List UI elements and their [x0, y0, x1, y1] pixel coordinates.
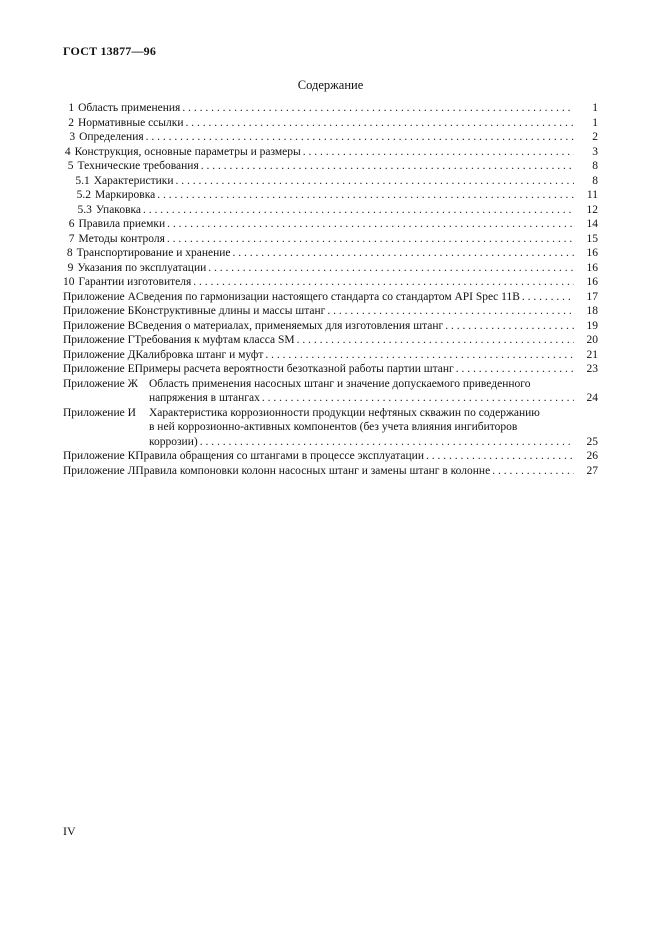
appendix-title: Правила обращения со штангами в процессе эксплуатации: [135, 450, 424, 462]
toc-entry[interactable]: [63, 145, 598, 160]
toc-entry-title: Гарантии изготовителя: [78, 276, 192, 288]
toc-entry-title: Правила приемки: [78, 218, 166, 230]
dot-leader: [297, 333, 574, 348]
toc-entry-title: Методы контроля: [78, 232, 165, 245]
toc-entry-page: 8: [592, 160, 598, 172]
toc-entry-number: 6: [68, 218, 75, 230]
appendix-page: 25: [586, 435, 598, 448]
dot-leader: [445, 319, 574, 334]
toc-entry-title: Упаковка: [95, 203, 142, 216]
appendix-page: 20: [586, 334, 598, 346]
toc-entry-page: 1: [592, 116, 598, 129]
appendix-label: Приложение В: [63, 319, 136, 332]
appendix-label: Приложение Л: [63, 464, 136, 477]
dot-leader: [157, 188, 574, 203]
appendix-title-line: коррозии): [149, 435, 198, 448]
appendix-label: Приложение Г: [63, 334, 135, 346]
toc-appendix-v[interactable]: [63, 319, 598, 334]
dot-leader: [167, 232, 574, 247]
appendix-title-line: Характеристика коррозионности продукции нефтяных скважин по содержанию: [149, 406, 540, 419]
toc-entry-title: Технические требования: [77, 160, 199, 172]
appendix-page: 18: [586, 305, 598, 317]
toc-entry[interactable]: [63, 275, 598, 290]
dot-leader: [186, 116, 575, 131]
appendix-page: 27: [586, 464, 598, 477]
appendix-label: Приложение Е: [63, 363, 135, 375]
toc-entry-number: 5: [67, 160, 74, 172]
toc-entry-title: Транспортирование и хранение: [76, 247, 231, 259]
appendix-title: Конструктивные длины и массы штанг: [134, 305, 326, 317]
appendix-label: Приложение И: [63, 406, 136, 419]
appendix-label: Приложение К: [63, 450, 136, 462]
dot-leader: [426, 449, 574, 464]
toc-entry-title: Конструкция, основные параметры и размеры: [74, 145, 301, 158]
appendix-page: 19: [586, 319, 598, 332]
dot-leader: [176, 174, 575, 189]
toc-entry[interactable]: [63, 246, 598, 261]
toc-entry-title: Нормативные ссылки: [77, 116, 184, 129]
toc-entry-page: 11: [586, 189, 598, 201]
appendix-title: Калибровка штанг и муфт: [135, 348, 264, 361]
toc-entry-page: 12: [586, 203, 598, 216]
appendix-title-line: в ней коррозионно-активных компонентов (без учета влияния ингибиторов: [149, 421, 518, 433]
toc-entry[interactable]: [63, 232, 598, 247]
dot-leader: [201, 159, 574, 174]
toc-appendix-i-continued[interactable]: [63, 435, 598, 450]
appendix-title: Требования к муфтам класса SM: [134, 334, 295, 346]
toc-appendix-k[interactable]: [63, 449, 598, 464]
toc-appendix-l[interactable]: [63, 464, 598, 479]
toc-entry-number: 5.2: [76, 189, 91, 201]
appendix-title: Правила компоновки колонн насосных штанг и замены штанг в колонне: [135, 464, 491, 477]
toc-entry-number: 9: [67, 261, 74, 274]
dot-leader: [492, 464, 574, 479]
dot-leader: [303, 145, 574, 160]
toc-entry-page: 3: [592, 145, 598, 158]
appendix-page: 26: [586, 450, 598, 462]
document-code: ГОСТ 13877—96: [63, 44, 157, 58]
appendix-page: 23: [586, 363, 598, 375]
dot-leader: [522, 290, 574, 305]
dot-leader: [265, 348, 574, 363]
toc-appendix-i[interactable]: [63, 406, 598, 421]
toc-entry-title: Характеристики: [93, 174, 174, 187]
dot-leader: [143, 203, 574, 218]
toc-appendix-e[interactable]: [63, 362, 598, 377]
toc-entry-page: 15: [586, 232, 598, 245]
dot-leader: [327, 304, 574, 319]
toc-entry-page: 8: [592, 174, 598, 187]
toc-appendix-d[interactable]: [63, 348, 598, 363]
toc-appendix-zh-continued[interactable]: [63, 391, 598, 406]
appendix-title-line: напряжения в штангах: [149, 392, 260, 404]
dot-leader: [146, 130, 574, 145]
toc-entry-number: 3: [69, 131, 76, 143]
toc-entry-page: 16: [586, 247, 598, 259]
page-number: IV: [63, 824, 76, 838]
appendix-title: Сведения по гармонизации настоящего стандарта со стандартом API Spec 11B: [135, 290, 520, 303]
appendix-label: Приложение А: [63, 290, 136, 303]
toc-entry[interactable]: [63, 130, 598, 145]
toc-entry[interactable]: [63, 101, 598, 116]
toc-entry[interactable]: [63, 159, 598, 174]
toc-entry-page: 1: [592, 102, 598, 114]
dot-leader: [167, 217, 574, 232]
toc-title: Содержание: [297, 78, 364, 92]
appendix-label: Приложение Д: [63, 348, 136, 361]
toc-subentry[interactable]: [63, 203, 598, 218]
toc-entry[interactable]: [63, 116, 598, 131]
toc-subentry[interactable]: [63, 174, 598, 189]
toc-entry-title: Определения: [79, 131, 144, 143]
toc-entry-number: 4: [64, 145, 71, 158]
dot-leader: [456, 362, 574, 377]
appendix-page: 17: [586, 290, 598, 303]
dot-leader: [233, 246, 575, 261]
toc-entry-number: 8: [66, 247, 73, 259]
toc-entry-number: 5.1: [75, 174, 90, 187]
toc-entry-number: 7: [68, 232, 75, 245]
toc-entry[interactable]: [63, 261, 598, 276]
toc-entry-number: 10: [63, 276, 75, 288]
toc-entry-number: 1: [68, 102, 75, 114]
toc-entry-number: 2: [68, 116, 74, 129]
toc-appendix-i-continued[interactable]: [63, 420, 598, 435]
toc-entry-title: Маркировка: [94, 189, 156, 201]
dot-leader: [208, 261, 574, 276]
toc-entry-title: Область применения: [78, 102, 181, 114]
dot-leader: [182, 101, 574, 116]
appendix-page: 21: [586, 348, 598, 361]
toc-entry-title: Указания по эксплуатации: [77, 261, 207, 274]
table-of-contents: [63, 101, 598, 478]
toc-entry[interactable]: [63, 217, 598, 232]
toc-entry-page: 16: [586, 261, 598, 274]
toc-entry-page: 16: [586, 276, 598, 288]
dot-leader: [193, 275, 574, 290]
toc-entry-page: 14: [586, 218, 598, 230]
appendix-title-line: Область применения насосных штанг и значение допускаемого приведенного: [149, 377, 531, 390]
appendix-title: Сведения о материалах, применяемых для изготовления штанг: [135, 319, 444, 332]
toc-appendix-a[interactable]: [63, 290, 598, 305]
dot-leader: [200, 435, 574, 450]
toc-appendix-zh[interactable]: [63, 377, 598, 392]
toc-entry-number: 5.3: [77, 203, 92, 216]
dot-leader: [262, 391, 574, 406]
appendix-page: 24: [586, 392, 598, 404]
appendix-label: Приложение Ж: [63, 377, 138, 390]
appendix-label: Приложение Б: [63, 305, 135, 317]
toc-subentry[interactable]: [63, 188, 598, 203]
toc-appendix-g[interactable]: [63, 333, 598, 348]
toc-entry-page: 2: [592, 131, 598, 143]
toc-appendix-b[interactable]: [63, 304, 598, 319]
appendix-title: Примеры расчета вероятности безотказной работы партии штанг: [134, 363, 454, 375]
